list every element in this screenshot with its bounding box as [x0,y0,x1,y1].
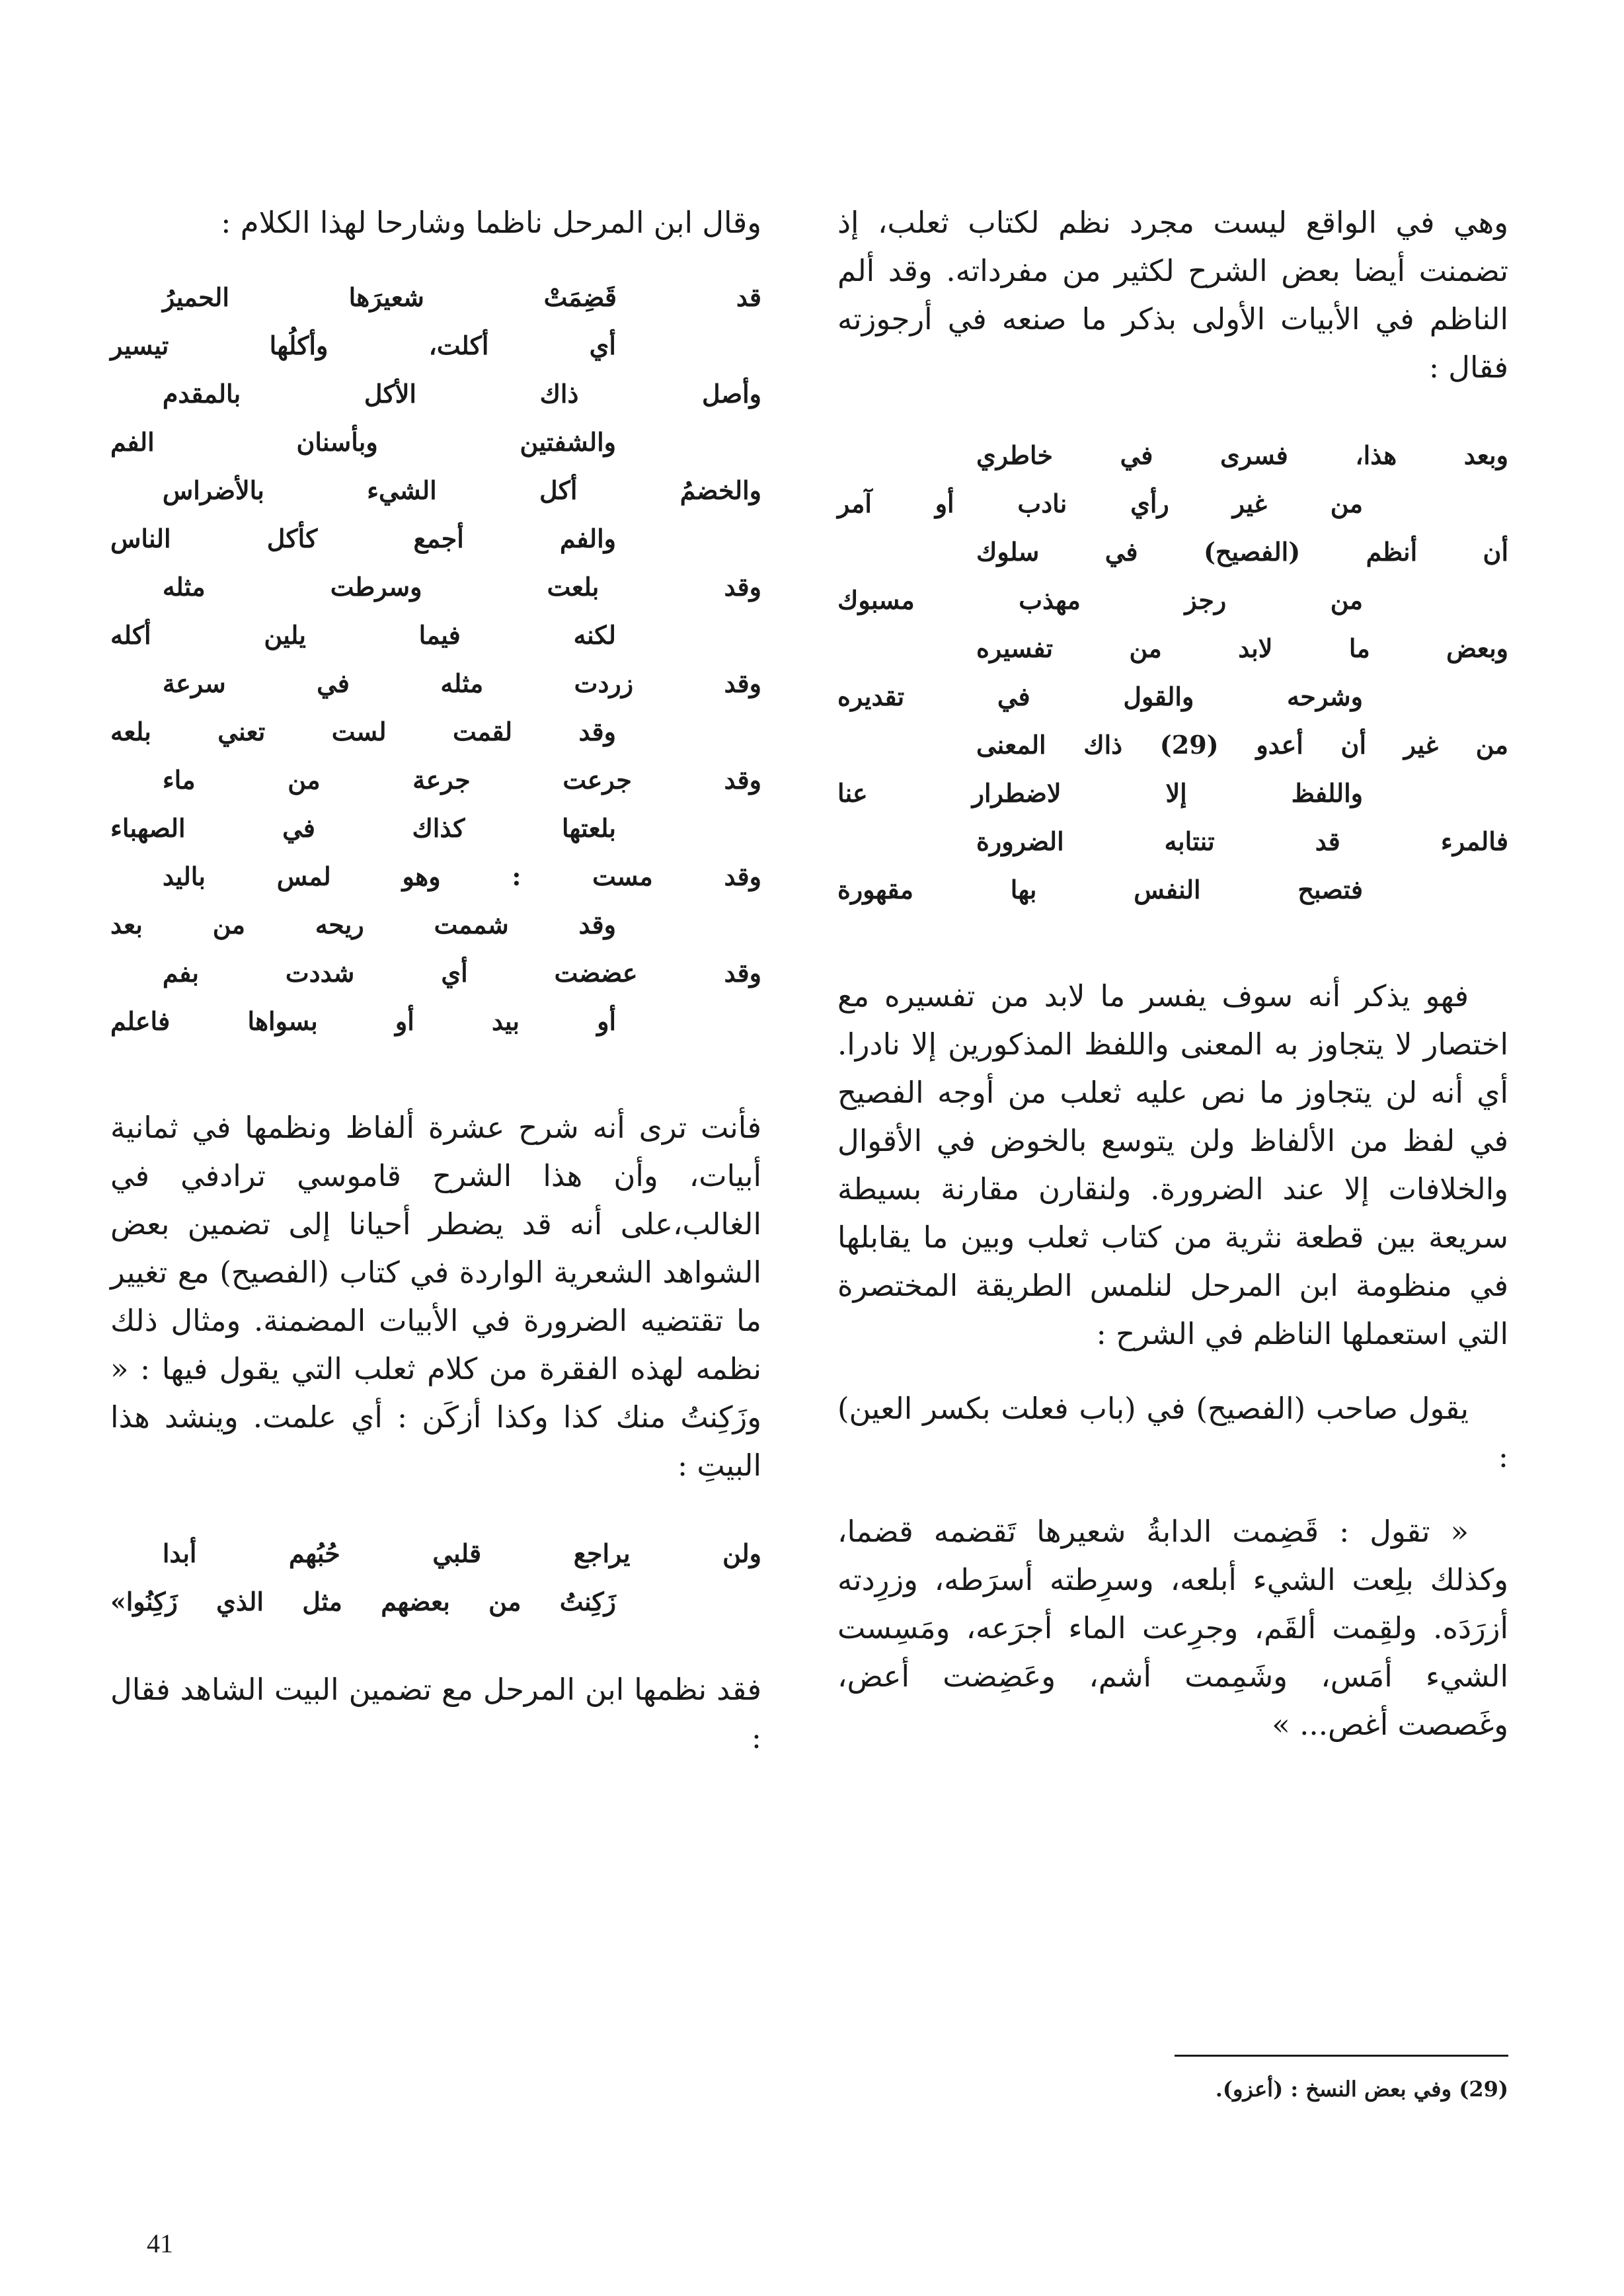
poem-2-line-3b: والفم أجمع كأكل الناس [110,524,616,553]
closing-paragraph: فقد نظمها ابن المرحل مع تضمين البيت الشاهد فقال : [110,1672,761,1755]
poem-2-line-8b: أو بيد أو بسواها فاعلم [110,1006,616,1036]
poem-3-line-1a: ولن يراجع قلبي حُبُهم أبدا [162,1538,761,1568]
poem-2-line-4b: لكنه فيما يلين أكله [110,620,616,650]
intro-line: وقال ابن المرحل ناظما وشارحا لهذا الكلام : [221,205,761,240]
right-column [837,198,1508,1749]
poem-2-line-1a: قد قَضِمَتْ شعيرَها الحميرُ [162,282,761,312]
poem-2-line-6b: بلعتها كذاك في الصهباء [110,813,616,843]
poem-2 [110,273,761,1045]
poem-2-line-4a: وقد بلعت وسرطت مثله [162,572,761,602]
fasih-quote: « تقول : قَضِمت الدابةُ شعيرها تَقضمه قضما، وكذلك بلِعت الشيء أبلعه، وسرِطته أسرَطه، وزرِدته أزرَدَه. ولقِمت ألقَم، وجرِعت الماء أجرَعه، ومَسِست الشيء أمَس، وشَمِمت أشم، وعَضِضت أعض، وغَصصت أغص... » [837,1514,1508,1742]
footnote: (29) وفي بعض النسخ : (أعزو). [1215,2077,1508,2102]
poem-1-line-2a: أن أنظم (الفصيح) في سلوك [976,537,1508,567]
poem-1-line-1a: وبعد هذا، فسرى في خاطري [976,440,1508,470]
poem-2-line-7b: وقد شممت ريحه من بعد [110,910,616,939]
poem-2-line-6a: وقد جرعت جرعة من ماء [162,765,761,795]
fasih-intro: يقول صاحب (الفصيح) في (باب فعلت بكسر العين) : [837,1391,1508,1474]
poem-3 [110,1529,761,1626]
poem-1-line-1b: من غير رأي نادب أو آمر [837,489,1363,518]
poem-2-line-7a: وقد مست : وهو لمس باليد [162,861,761,891]
poem-1-line-2b: من رجز مهذب مسبوك [837,585,1363,615]
footnote-divider [1175,2055,1508,2057]
poem-1-line-4a: من غير أن أعدو (29) ذاك المعنى [976,730,1508,760]
poem-2-line-2b: والشفتين وبأسنان الفم [110,427,616,457]
poem-1-line-3b: وشرحه والقول في تقديره [837,682,1363,711]
left-column [110,198,761,1762]
page-number: 41 [147,2229,173,2258]
poem-1-line-5b: فتصبح النفس بها مقهورة [837,875,1363,904]
poem-2-line-1b: أي أكلت، وأكلُها تيسير [110,331,616,360]
poem-2-line-2a: وأصل ذاك الأكل بالمقدم [162,379,761,409]
poem-1-line-5a: فالمرء قد تنتابه الضرورة [976,826,1508,856]
poem-1 [837,431,1508,914]
poem-2-line-5b: وقد لقمت لست تعني بلعه [110,717,616,746]
commentary-paragraph: فهو يذكر أنه سوف يفسر ما لابد من تفسيره مع اختصار لا يتجاوز به المعنى واللفظ المذكورين إلا نادرا. أي أنه لن يتجاوز ما نص عليه ثعلب من أوجه الفصيح في لفظ من الألفاظ ولن يتوسع بالخوض في الأقوال والخلافات إلا عند الضرورة. ولنقارن مقارنة بسيطة سريعة بين قطعة نثرية من كتاب ثعلب وبين ما يقابلها في منظومة ابن المرحل لنلمس الطريقة المختصرة التي استعملها الناظم في الشرح : [837,978,1508,1351]
poem-2-line-8a: وقد عضضت أي شددت بفم [162,958,761,988]
poem-1-line-3a: وبعض ما لابد من تفسيره [976,633,1508,663]
poem-2-line-5a: وقد زردت مثله في سرعة [162,668,761,698]
poem-2-line-3a: والخضمُ أكل الشيء بالأضراس [162,475,761,505]
poem-1-line-4b: واللفظ إلا لاضطرار عنا [837,778,1363,808]
analysis-paragraph: فأنت ترى أنه شرح عشرة ألفاظ ونظمها في ثمانية أبيات، وأن هذا الشرح قاموسي ترادفي في الغالب،على أنه قد يضطر أحيانا إلى تضمين بعض الشواهد الشعرية الواردة في كتاب (الفصيح) مع تغيير ما تقتضيه الضرورة في الأبيات المضمنة. ومثال ذلك نظمه لهذه الفقرة من كلام ثعلب التي يقول فيها : « وزَكِنتُ منك كذا وكذا أزكَن : أي علمت. وينشد هذا البيتِ : [110,1110,761,1483]
intro-paragraph: وهي في الواقع ليست مجرد نظم لكتاب ثعلب، إذ تضمنت أيضا بعض الشرح لكثير من مفرداته. وقد ألم الناظم في الأبيات الأولى بذكر ما صنعه في أرجوزته فقال : [837,205,1508,385]
poem-3-line-1b: زَكِنتُ من بعضهم مثل الذي زَكِنُوا» [110,1587,616,1616]
